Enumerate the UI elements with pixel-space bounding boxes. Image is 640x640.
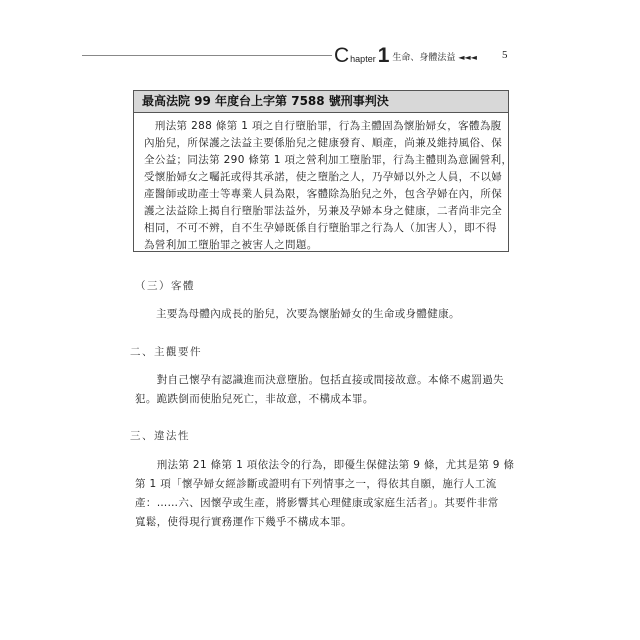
section-illegality-heading: 三、違法性 [130, 430, 190, 442]
case-line: 內胎兒，所保護之法益主要係胎兒之健康發育、順產，尚兼及維持風俗、保 [144, 137, 503, 149]
case-line: 受懷胎婦女之囑託或得其承諾，使之墮胎之人，乃孕婦以外之人員，不以婦 [144, 171, 503, 183]
section-object-text [156, 305, 536, 324]
case-box [133, 90, 513, 252]
case-line: 全公益；同法第 290 條第 1 項之營利加工墮胎罪，行為主體則為意圖營利， [144, 154, 513, 166]
chapter-initial: C [334, 44, 350, 67]
case-line: 產醫師或助產士等專業人員為限，客體除為胎兒之外，包含孕婦在內，所保 [144, 188, 503, 200]
page-number: 5 [502, 49, 508, 61]
paragraph-line: 產：……六、因懷孕或生產，將影響其心理健康或家庭生活者」。其要件非常 [135, 497, 499, 509]
case-line: 為營利加工墮胎罪之被害人之問題。 [144, 239, 318, 251]
paragraph-line: 主要為母體內成長的胎兒，次要為懷胎婦女的生命或身體健康。 [156, 308, 460, 320]
case-line: 刑法第 288 條第 1 項之自行墮胎罪，行為主體固為懷胎婦女，客體為腹 [144, 120, 502, 132]
chapter-word: hapter [350, 54, 376, 64]
section-subjective-text [135, 371, 515, 409]
case-body [134, 113, 513, 254]
running-header [334, 40, 477, 66]
paragraph-line: 刑法第 21 條第 1 項依法令的行為，即優生保健法第 9 條，尤其是第 9 條 [135, 459, 515, 471]
paragraph-line: 寬鬆，使得現行實務運作下幾乎不構成本罪。 [135, 516, 352, 528]
header-rule [82, 55, 332, 56]
case-title: 最高法院 99 年度台上字第 7588 號刑事判決 [134, 91, 508, 113]
case-line: 護之法益除上揭自行墮胎罪法益外，另兼及孕婦本身之健康，二者尚非完全 [144, 205, 503, 217]
paragraph-line: 犯。跪跌倒而使胎兒死亡，非故意，不構成本罪。 [135, 393, 374, 405]
paragraph-line: 第 1 項「懷孕婦女經診斷或證明有下列情事之一，得依其自願，施行人工流 [135, 478, 497, 490]
paragraph-line: 對自己懷孕有認識進而決意墮胎。包括直接或間接故意。本條不處罰過失 [135, 374, 504, 386]
chapter-arrows-icon: ◄◄◄ [458, 53, 477, 62]
section-subjective-heading: 二、主觀要件 [130, 346, 202, 358]
chapter-title: 生命、身體法益 [392, 53, 456, 63]
chapter-number: 1 [377, 44, 390, 67]
case-line: 相同，不可不辨，自不生孕婦既係自行墮胎罪之行為人（加害人），即不得 [144, 222, 497, 234]
section-object-heading: （三）客體 [135, 280, 195, 292]
section-illegality-text [135, 456, 515, 532]
